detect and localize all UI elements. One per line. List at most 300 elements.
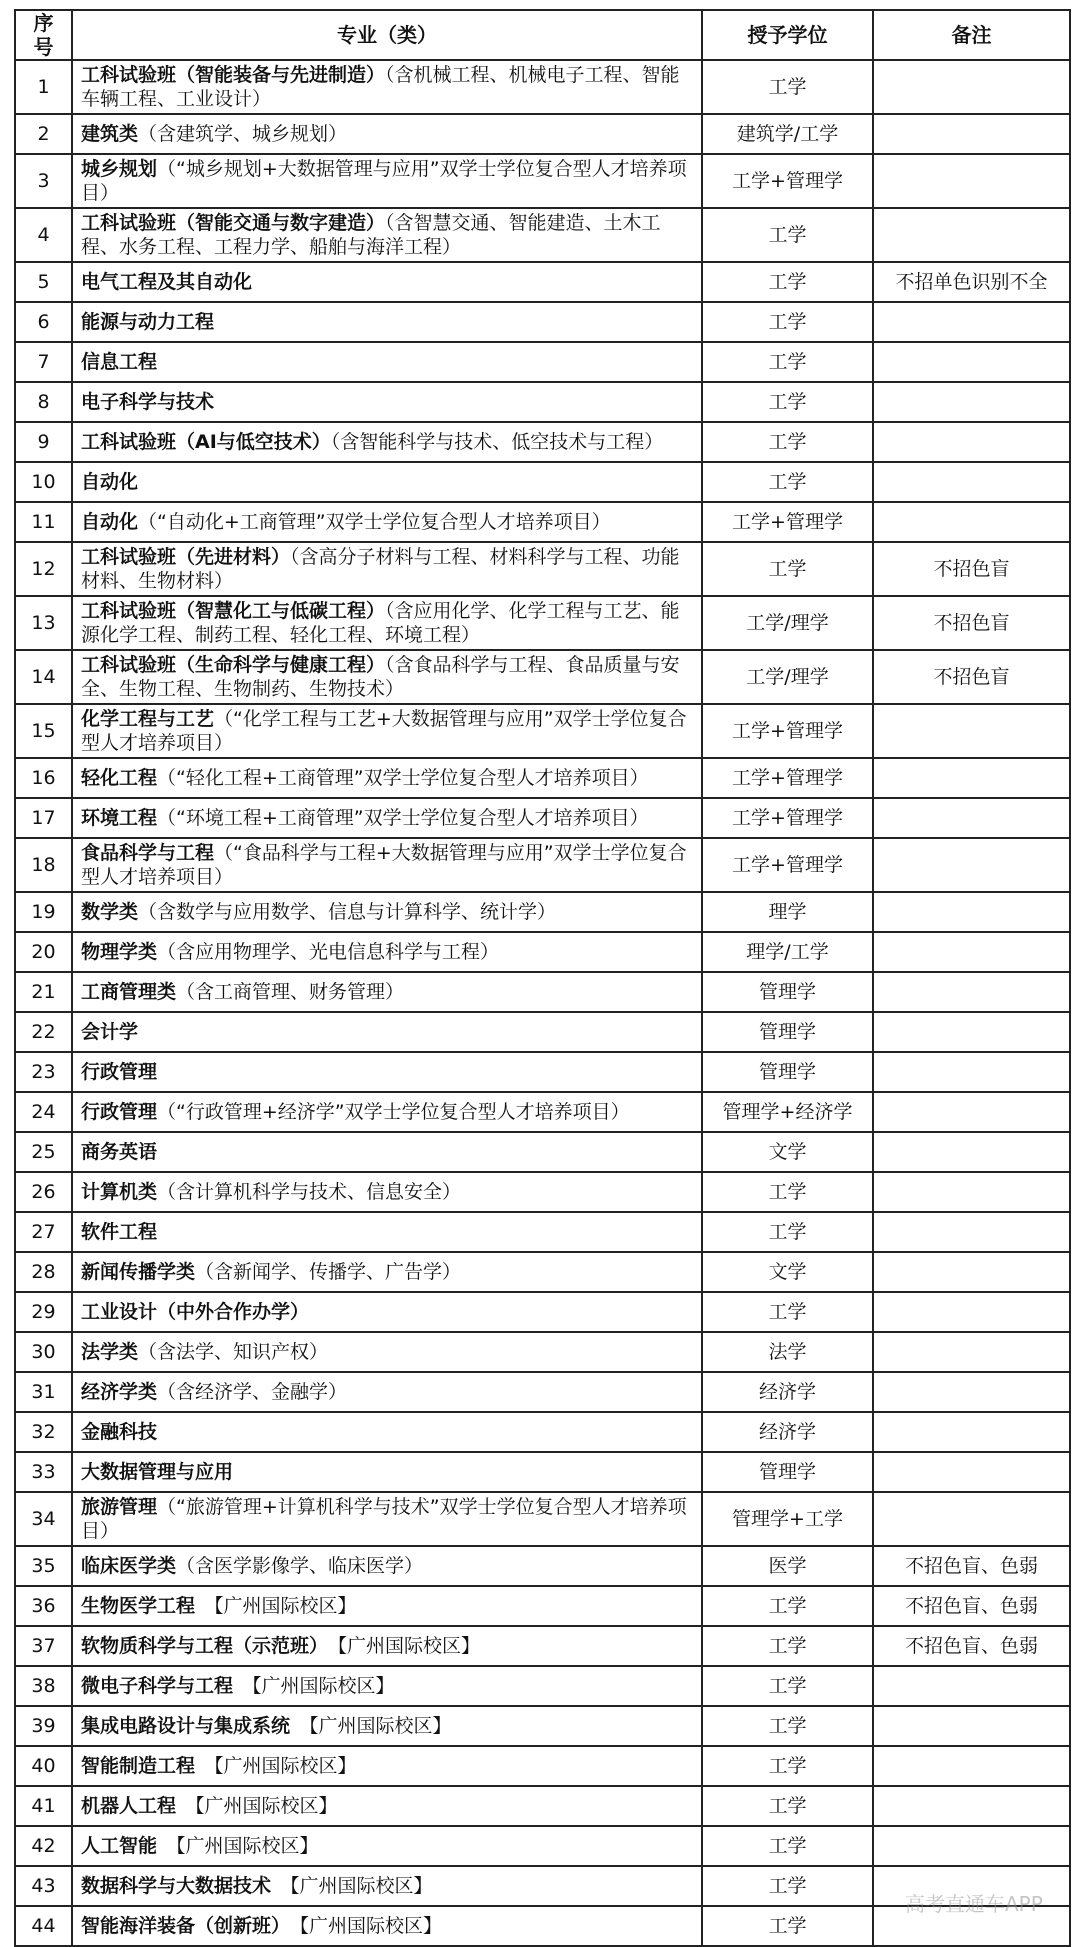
row-serial-number: 24 xyxy=(15,1092,72,1132)
row-note xyxy=(873,1666,1070,1706)
row-note xyxy=(873,1492,1070,1546)
row-degree: 工学/理学 xyxy=(702,596,873,650)
row-degree: 工学 xyxy=(702,1666,873,1706)
table-row xyxy=(15,502,1070,542)
table-row xyxy=(15,342,1070,382)
row-degree: 工学+管理学 xyxy=(702,758,873,798)
row-serial-number: 25 xyxy=(15,1132,72,1172)
row-major-cell xyxy=(72,596,702,650)
row-serial-number: 5 xyxy=(15,262,72,302)
major-detail: 【广州国际校区】 xyxy=(176,1795,338,1817)
major-name: 能源与动力工程 xyxy=(81,311,215,333)
major-detail: 【广州国际校区】 xyxy=(233,1675,395,1697)
major-name: 轻化工程 xyxy=(81,767,158,789)
major-name: 智能海洋装备（创新班） xyxy=(81,1915,281,1937)
row-degree: 工学 xyxy=(702,1212,873,1252)
table-row xyxy=(15,704,1070,758)
row-serial-number: 10 xyxy=(15,462,72,502)
table-row xyxy=(15,932,1070,972)
table-body xyxy=(15,60,1070,1946)
row-serial-number: 42 xyxy=(15,1826,72,1866)
row-note xyxy=(873,1252,1070,1292)
row-degree: 管理学+经济学 xyxy=(702,1092,873,1132)
major-name: 自动化 xyxy=(81,471,139,493)
row-degree: 管理学 xyxy=(702,1052,873,1092)
row-note: 不招单色识别不全 xyxy=(873,262,1070,302)
row-note xyxy=(873,1826,1070,1866)
row-note: 不招色盲 xyxy=(873,542,1070,596)
row-note: 不招色盲 xyxy=(873,596,1070,650)
major-name: 智能制造工程 xyxy=(81,1755,196,1777)
row-major-cell xyxy=(72,1906,702,1946)
major-detail: 【广州国际校区】 xyxy=(157,1835,319,1857)
row-serial-number: 22 xyxy=(15,1012,72,1052)
row-serial-number: 38 xyxy=(15,1666,72,1706)
table-row xyxy=(15,382,1070,422)
row-major-cell xyxy=(72,154,702,208)
row-degree: 经济学 xyxy=(702,1372,873,1412)
major-detail: 【广州国际校区】 xyxy=(318,1635,481,1657)
row-serial-number: 28 xyxy=(15,1252,72,1292)
row-major-cell xyxy=(72,1412,702,1452)
row-major-cell xyxy=(72,1092,702,1132)
major-name: 经济学类 xyxy=(81,1381,158,1403)
row-serial-number: 15 xyxy=(15,704,72,758)
major-detail: （含工商管理、财务管理） xyxy=(176,981,405,1003)
row-note xyxy=(873,462,1070,502)
row-note xyxy=(873,1052,1070,1092)
major-detail: （含应用物理学、光电信息科学与工程） xyxy=(157,941,500,963)
row-major-cell xyxy=(72,1626,702,1666)
row-major-cell xyxy=(72,60,702,114)
row-degree: 工学+管理学 xyxy=(702,798,873,838)
major-name: 工科试验班（生命科学与健康工程） xyxy=(81,654,386,676)
row-note xyxy=(873,704,1070,758)
table-header-row xyxy=(15,10,1070,60)
major-name: 食品科学与工程 xyxy=(81,842,215,864)
table-row xyxy=(15,1292,1070,1332)
row-note xyxy=(873,1372,1070,1412)
row-degree: 工学+管理学 xyxy=(702,502,873,542)
row-serial-number: 13 xyxy=(15,596,72,650)
row-serial-number: 7 xyxy=(15,342,72,382)
major-detail: （含应用化学、化学工程与工艺、能源化学工程、制药工程、轻化工程、环境工程） xyxy=(81,600,680,646)
row-major-cell xyxy=(72,1052,702,1092)
major-detail: 【广州国际校区】 xyxy=(290,1715,452,1737)
major-name: 行政管理 xyxy=(81,1101,158,1123)
major-name: 微电子科学与工程 xyxy=(81,1675,234,1697)
row-note xyxy=(873,838,1070,892)
table-row xyxy=(15,1452,1070,1492)
row-degree: 工学+管理学 xyxy=(702,838,873,892)
row-serial-number: 2 xyxy=(15,114,72,154)
row-note xyxy=(873,60,1070,114)
major-name: 建筑类 xyxy=(81,123,139,145)
row-serial-number: 12 xyxy=(15,542,72,596)
table-row xyxy=(15,1546,1070,1586)
major-detail: （含计算机科学与技术、信息安全） xyxy=(157,1181,462,1203)
row-degree: 建筑学/工学 xyxy=(702,114,873,154)
row-serial-number: 6 xyxy=(15,302,72,342)
major-detail: （“轻化工程+工商管理”双学士学位复合型人才培养项目） xyxy=(157,767,649,789)
row-major-cell xyxy=(72,758,702,798)
row-note xyxy=(873,422,1070,462)
major-name: 信息工程 xyxy=(81,351,158,373)
major-detail: （含高分子材料与工程、材料科学与工程、功能材料、生物材料） xyxy=(81,546,680,592)
row-degree: 理学/工学 xyxy=(702,932,873,972)
row-serial-number: 34 xyxy=(15,1492,72,1546)
row-major-cell xyxy=(72,1172,702,1212)
row-major-cell xyxy=(72,1866,702,1906)
table-row xyxy=(15,60,1070,114)
header-note: 备注 xyxy=(873,10,1070,60)
row-note xyxy=(873,1212,1070,1252)
table-row xyxy=(15,114,1070,154)
table-row xyxy=(15,302,1070,342)
table-row xyxy=(15,154,1070,208)
major-detail: （含建筑学、城乡规划） xyxy=(138,123,348,145)
row-serial-number: 27 xyxy=(15,1212,72,1252)
major-detail: （含医学影像学、临床医学） xyxy=(176,1555,424,1577)
row-degree: 管理学 xyxy=(702,1452,873,1492)
major-name: 临床医学类 xyxy=(81,1555,177,1577)
table-row xyxy=(15,1052,1070,1092)
header-major: 专业（类） xyxy=(72,10,702,60)
row-note xyxy=(873,892,1070,932)
table-row xyxy=(15,542,1070,596)
row-note xyxy=(873,1706,1070,1746)
table-row xyxy=(15,1372,1070,1412)
row-note: 不招色盲 xyxy=(873,650,1070,704)
table-row xyxy=(15,596,1070,650)
row-major-cell xyxy=(72,542,702,596)
row-serial-number: 3 xyxy=(15,154,72,208)
header-degree: 授予学位 xyxy=(702,10,873,60)
major-name: 会计学 xyxy=(81,1021,139,1043)
table-row xyxy=(15,758,1070,798)
row-note xyxy=(873,758,1070,798)
row-degree: 工学 xyxy=(702,1906,873,1946)
row-major-cell xyxy=(72,302,702,342)
table-row xyxy=(15,208,1070,262)
row-note xyxy=(873,1292,1070,1332)
row-serial-number: 37 xyxy=(15,1626,72,1666)
major-name: 城乡规划 xyxy=(81,158,158,180)
row-note xyxy=(873,154,1070,208)
major-name: 金融科技 xyxy=(81,1421,158,1443)
row-serial-number: 44 xyxy=(15,1906,72,1946)
table-row xyxy=(15,1092,1070,1132)
row-degree: 工学 xyxy=(702,1626,873,1666)
row-degree: 工学 xyxy=(702,462,873,502)
major-name: 工业设计（中外合作办学） xyxy=(81,1301,310,1323)
row-serial-number: 41 xyxy=(15,1786,72,1826)
major-detail: （含经济学、金融学） xyxy=(157,1381,348,1403)
row-degree: 文学 xyxy=(702,1132,873,1172)
row-serial-number: 14 xyxy=(15,650,72,704)
row-serial-number: 39 xyxy=(15,1706,72,1746)
major-name: 化学工程与工艺 xyxy=(81,708,215,730)
row-major-cell xyxy=(72,972,702,1012)
major-name: 物理学类 xyxy=(81,941,158,963)
row-degree: 医学 xyxy=(702,1546,873,1586)
row-note xyxy=(873,208,1070,262)
row-note xyxy=(873,1132,1070,1172)
table-row xyxy=(15,262,1070,302)
row-degree: 工学 xyxy=(702,60,873,114)
major-name: 工科试验班（智慧化工与低碳工程） xyxy=(81,600,386,622)
row-major-cell xyxy=(72,892,702,932)
row-serial-number: 20 xyxy=(15,932,72,972)
table-row xyxy=(15,422,1070,462)
row-note xyxy=(873,1786,1070,1826)
row-serial-number: 32 xyxy=(15,1412,72,1452)
row-major-cell xyxy=(72,1546,702,1586)
row-serial-number: 26 xyxy=(15,1172,72,1212)
major-detail: （“自动化+工商管理”双学士学位复合型人才培养项目） xyxy=(138,511,611,533)
major-name: 环境工程 xyxy=(81,807,158,829)
row-note xyxy=(873,1092,1070,1132)
row-degree: 文学 xyxy=(702,1252,873,1292)
row-serial-number: 16 xyxy=(15,758,72,798)
major-detail: （含食品科学与工程、食品质量与安全、生物工程、生物制药、生物技术） xyxy=(81,654,680,700)
row-major-cell xyxy=(72,1212,702,1252)
major-detail: 【广州国际校区】 xyxy=(271,1875,433,1897)
row-major-cell xyxy=(72,262,702,302)
major-name: 计算机类 xyxy=(81,1181,158,1203)
major-name: 大数据管理与应用 xyxy=(81,1461,234,1483)
table-row xyxy=(15,1666,1070,1706)
major-name: 行政管理 xyxy=(81,1061,158,1083)
row-note: 不招色盲、色弱 xyxy=(873,1586,1070,1626)
row-serial-number: 29 xyxy=(15,1292,72,1332)
table-row xyxy=(15,462,1070,502)
major-detail: （“旅游管理+计算机科学与技术”双学士学位复合型人才培养项目） xyxy=(81,1496,687,1542)
row-major-cell xyxy=(72,502,702,542)
table-row xyxy=(15,1172,1070,1212)
row-serial-number: 33 xyxy=(15,1452,72,1492)
row-major-cell xyxy=(72,1746,702,1786)
row-serial-number: 9 xyxy=(15,422,72,462)
row-major-cell xyxy=(72,1666,702,1706)
row-major-cell xyxy=(72,1012,702,1052)
row-degree: 法学 xyxy=(702,1332,873,1372)
major-name: 旅游管理 xyxy=(81,1496,158,1518)
row-serial-number: 35 xyxy=(15,1546,72,1586)
major-name: 人工智能 xyxy=(81,1835,158,1857)
table-row xyxy=(15,1786,1070,1826)
row-note xyxy=(873,1746,1070,1786)
watermark-text: 高考直通车APP xyxy=(905,1892,1043,1916)
row-major-cell xyxy=(72,1586,702,1626)
major-name: 软件工程 xyxy=(81,1221,158,1243)
major-detail: （“城乡规划+大数据管理与应用”双学士学位复合型人才培养项目） xyxy=(81,158,687,204)
table-row xyxy=(15,798,1070,838)
major-name: 自动化 xyxy=(81,511,139,533)
row-serial-number: 1 xyxy=(15,60,72,114)
major-name: 工商管理类 xyxy=(81,981,177,1003)
table-row xyxy=(15,892,1070,932)
major-name: 新闻传播学类 xyxy=(81,1261,196,1283)
major-name: 集成电路设计与集成系统 xyxy=(81,1715,291,1737)
row-major-cell xyxy=(72,704,702,758)
row-note xyxy=(873,114,1070,154)
row-major-cell xyxy=(72,1292,702,1332)
row-degree: 工学 xyxy=(702,1866,873,1906)
row-major-cell xyxy=(72,1132,702,1172)
row-degree: 工学 xyxy=(702,262,873,302)
row-major-cell xyxy=(72,1372,702,1412)
row-major-cell xyxy=(72,1452,702,1492)
row-note xyxy=(873,1412,1070,1452)
row-note xyxy=(873,798,1070,838)
row-major-cell xyxy=(72,1706,702,1746)
row-major-cell xyxy=(72,1332,702,1372)
row-degree: 工学 xyxy=(702,422,873,462)
table-row xyxy=(15,650,1070,704)
major-detail: （“食品科学与工程+大数据管理与应用”双学士学位复合型人才培养项目） xyxy=(81,842,687,888)
major-name: 工科试验班（先进材料） xyxy=(81,546,291,568)
row-degree: 管理学+工学 xyxy=(702,1492,873,1546)
major-name: 商务英语 xyxy=(81,1141,158,1163)
row-degree: 工学 xyxy=(702,1172,873,1212)
table-row xyxy=(15,1252,1070,1292)
row-degree: 工学 xyxy=(702,208,873,262)
table-row xyxy=(15,972,1070,1012)
table-row xyxy=(15,1212,1070,1252)
major-name: 工科试验班（智能装备与先进制造） xyxy=(81,64,386,86)
row-degree: 工学 xyxy=(702,542,873,596)
row-degree: 管理学 xyxy=(702,1012,873,1052)
row-degree: 理学 xyxy=(702,892,873,932)
major-name: 法学类 xyxy=(81,1341,139,1363)
major-name: 机器人工程 xyxy=(81,1795,177,1817)
row-major-cell xyxy=(72,462,702,502)
major-name: 数学类 xyxy=(81,901,139,923)
table-row xyxy=(15,838,1070,892)
row-note xyxy=(873,342,1070,382)
row-major-cell xyxy=(72,382,702,422)
row-major-cell xyxy=(72,1826,702,1866)
row-degree: 工学 xyxy=(702,1786,873,1826)
major-name: 电气工程及其自动化 xyxy=(81,271,253,293)
major-name: 软物质科学与工程（示范班） xyxy=(81,1635,319,1657)
major-detail: 【广州国际校区】 xyxy=(195,1595,357,1617)
row-major-cell xyxy=(72,838,702,892)
row-serial-number: 4 xyxy=(15,208,72,262)
row-serial-number: 23 xyxy=(15,1052,72,1092)
row-degree: 工学+管理学 xyxy=(702,154,873,208)
row-degree: 工学 xyxy=(702,1826,873,1866)
major-detail: （含智能科学与技术、低空技术与工程） xyxy=(330,431,664,453)
row-serial-number: 40 xyxy=(15,1746,72,1786)
table-row xyxy=(15,1746,1070,1786)
major-detail: （“化学工程与工艺+大数据管理与应用”双学士学位复合型人才培养项目） xyxy=(81,708,687,754)
row-note xyxy=(873,972,1070,1012)
row-major-cell xyxy=(72,798,702,838)
row-major-cell xyxy=(72,342,702,382)
table-row xyxy=(15,1332,1070,1372)
row-serial-number: 8 xyxy=(15,382,72,422)
row-major-cell xyxy=(72,208,702,262)
table-row xyxy=(15,1412,1070,1452)
row-note xyxy=(873,1452,1070,1492)
row-degree: 工学 xyxy=(702,302,873,342)
row-degree: 管理学 xyxy=(702,972,873,1012)
major-detail: 【广州国际校区】 xyxy=(280,1915,443,1937)
row-degree: 工学 xyxy=(702,1292,873,1332)
major-detail: （含新闻学、传播学、广告学） xyxy=(195,1261,462,1283)
row-major-cell xyxy=(72,1252,702,1292)
major-detail: （含法学、知识产权） xyxy=(138,1341,329,1363)
row-note xyxy=(873,1332,1070,1372)
row-degree: 工学 xyxy=(702,1746,873,1786)
table-row xyxy=(15,1626,1070,1666)
major-detail: （含智慧交通、智能建造、土木工程、水务工程、工程力学、船舶与海洋工程） xyxy=(81,212,661,258)
row-note xyxy=(873,382,1070,422)
major-name: 数据科学与大数据技术 xyxy=(81,1875,272,1897)
row-degree: 经济学 xyxy=(702,1412,873,1452)
row-major-cell xyxy=(72,422,702,462)
header-serial-number: 序号 xyxy=(15,10,72,60)
major-table xyxy=(14,9,1071,1947)
row-serial-number: 30 xyxy=(15,1332,72,1372)
row-serial-number: 43 xyxy=(15,1866,72,1906)
row-serial-number: 31 xyxy=(15,1372,72,1412)
table-row xyxy=(15,1586,1070,1626)
row-note xyxy=(873,502,1070,542)
row-note xyxy=(873,1172,1070,1212)
row-serial-number: 36 xyxy=(15,1586,72,1626)
row-major-cell xyxy=(72,114,702,154)
table-row xyxy=(15,1012,1070,1052)
row-serial-number: 21 xyxy=(15,972,72,1012)
row-serial-number: 18 xyxy=(15,838,72,892)
major-detail: （“环境工程+工商管理”双学士学位复合型人才培养项目） xyxy=(157,807,649,829)
row-note xyxy=(873,302,1070,342)
row-major-cell xyxy=(72,932,702,972)
major-detail: （“行政管理+经济学”双学士学位复合型人才培养项目） xyxy=(157,1101,630,1123)
table-row xyxy=(15,1706,1070,1746)
row-major-cell xyxy=(72,1786,702,1826)
major-detail: 【广州国际校区】 xyxy=(195,1755,357,1777)
table-row xyxy=(15,1132,1070,1172)
row-degree: 工学/理学 xyxy=(702,650,873,704)
row-major-cell xyxy=(72,650,702,704)
major-detail: （含数学与应用数学、信息与计算科学、统计学） xyxy=(138,901,557,923)
row-degree: 工学 xyxy=(702,342,873,382)
table-row xyxy=(15,1492,1070,1546)
row-major-cell xyxy=(72,1492,702,1546)
row-serial-number: 19 xyxy=(15,892,72,932)
major-detail: （含机械工程、机械电子工程、智能车辆工程、工业设计） xyxy=(81,64,680,110)
row-serial-number: 11 xyxy=(15,502,72,542)
major-name: 工科试验班（智能交通与数字建造） xyxy=(81,212,386,234)
major-name: 生物医学工程 xyxy=(81,1595,196,1617)
row-serial-number: 17 xyxy=(15,798,72,838)
major-name: 工科试验班（AI与低空技术） xyxy=(81,431,331,453)
row-degree: 工学 xyxy=(702,1706,873,1746)
major-name: 电子科学与技术 xyxy=(81,391,215,413)
row-degree: 工学 xyxy=(702,382,873,422)
table-row xyxy=(15,1826,1070,1866)
row-note xyxy=(873,932,1070,972)
row-note: 不招色盲、色弱 xyxy=(873,1546,1070,1586)
row-note: 不招色盲、色弱 xyxy=(873,1626,1070,1666)
row-note xyxy=(873,1012,1070,1052)
row-degree: 工学+管理学 xyxy=(702,704,873,758)
row-degree: 工学 xyxy=(702,1586,873,1626)
